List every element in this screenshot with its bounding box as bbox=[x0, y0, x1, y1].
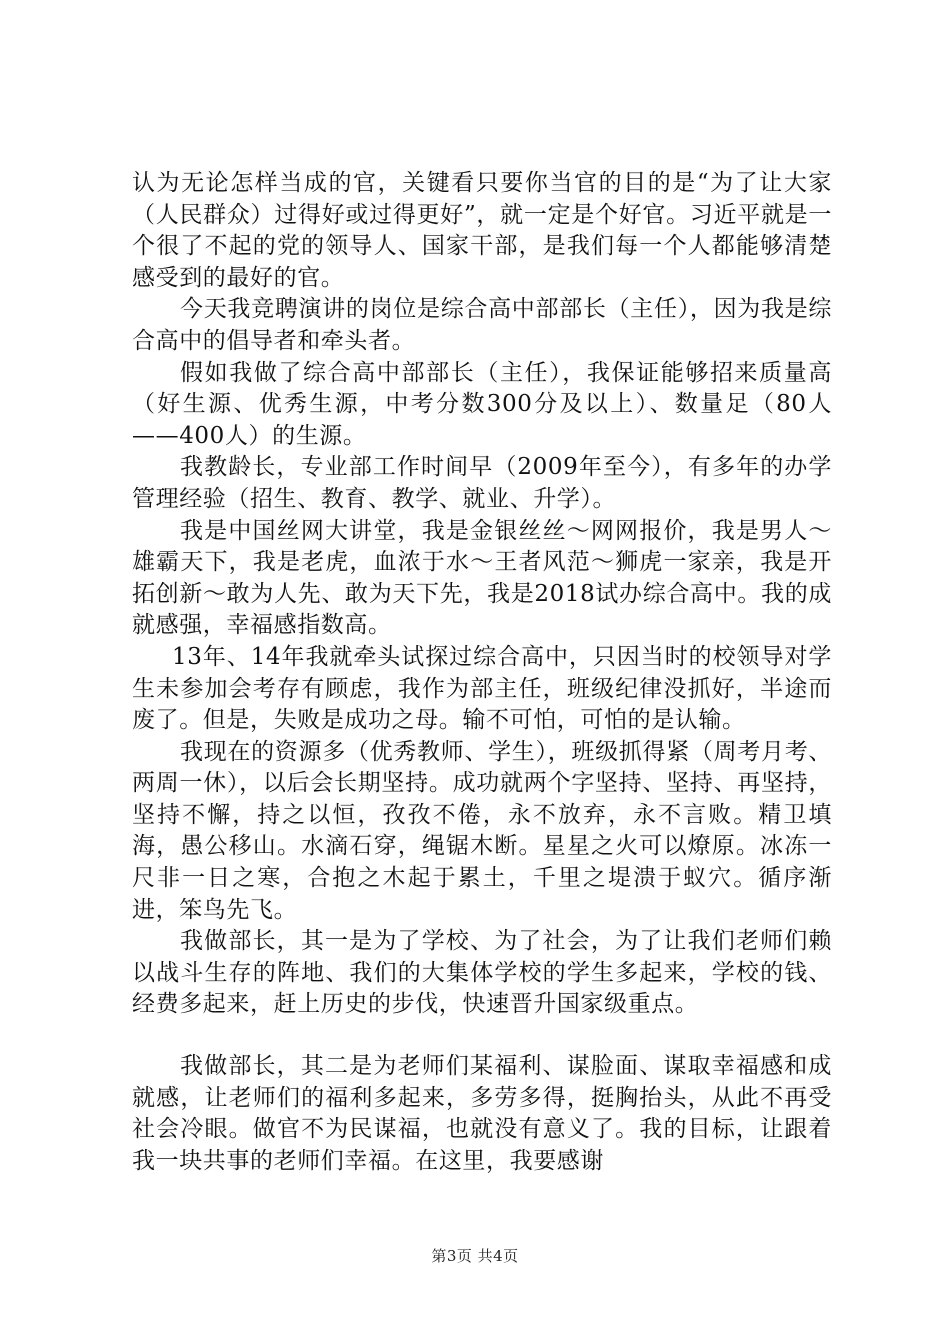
paragraph-history: 13年、14年我就牵头试探过综合高中，只因当时的校领导对学生未参加会考存有顾虑，我作为部主任，班级纪律没抓好，半途而废了。但是，失败是成功之母。输不可怕，可怕的是认输。 bbox=[132, 643, 832, 734]
paragraph-resources: 我现在的资源多（优秀教师、学生），班级抓得紧（周考月考、两周一休），以后会长期坚持。成功就两个字坚持、坚持、再坚持，坚持不懈，持之以恒，孜孜不倦，永不放弃，永不言败。精卫填海，愚公移山。水滴石穿，绳锯木断。星星之火可以燎原。冰冻一尺非一日之寒，合抱之木起于累土，千里之堤溃于蚁穴。循序渐进，笨鸟先飞。 bbox=[132, 738, 832, 923]
paragraph-recruitment: 假如我做了综合高中部部长（主任），我保证能够招来质量高（好生源、优秀生源，中考分数300分及以上）、数量足（80人——400人）的生源。 bbox=[132, 359, 832, 449]
paragraph-continuation: 认为无论怎样当成的官，关键看只要你当官的目的是“为了让大家（人民群众）过得好或过得更好”，就一定是个好官。习近平就是一个很了不起的党的领导人、国家干部，是我们每一个人都能够清楚感受到的最好的官。 bbox=[132, 170, 832, 291]
paragraph-reason-one: 我做部长，其一是为了学校、为了社会，为了让我们老师们赖以战斗生存的阵地、我们的大集体学校的学生多起来，学校的钱、经费多起来，赶上历史的步伐，快速晋升国家级重点。 bbox=[132, 928, 832, 1018]
page-footer bbox=[0, 1245, 950, 1266]
paragraph-reason-two: 我做部长，其二是为老师们某福利、谋脸面、谋取幸福感和成就感，让老师们的福利多起来，多劳多得，挺胸抬头，从此不再受社会冷眼。做官不为民谋福，也就没有意义了。我的目标，让跟着我一块共事的老师们幸福。在这里，我要感谢 bbox=[132, 1053, 832, 1174]
paragraph-experience: 我教龄长，专业部工作时间早（2009年至今），有多年的办学管理经验（招生、教育、教学、就业、升学）。 bbox=[132, 454, 832, 512]
paragraph-position: 今天我竞聘演讲的岗位是综合高中部部长（主任），因为我是综合高中的倡导者和牵头者。 bbox=[132, 296, 832, 354]
paragraph-identity: 我是中国丝网大讲堂，我是金银丝丝～网网报价，我是男人～雄霸天下，我是老虎，血浓于水～王者风范～狮虎一家亲，我是开拓创新～敢为人先、敢为天下先，我是2018试办综合高中。我的成就感强，幸福感指数高。 bbox=[132, 517, 832, 639]
document-body bbox=[132, 168, 832, 1177]
page-number-label: 第3页 共4页 bbox=[431, 1247, 519, 1265]
